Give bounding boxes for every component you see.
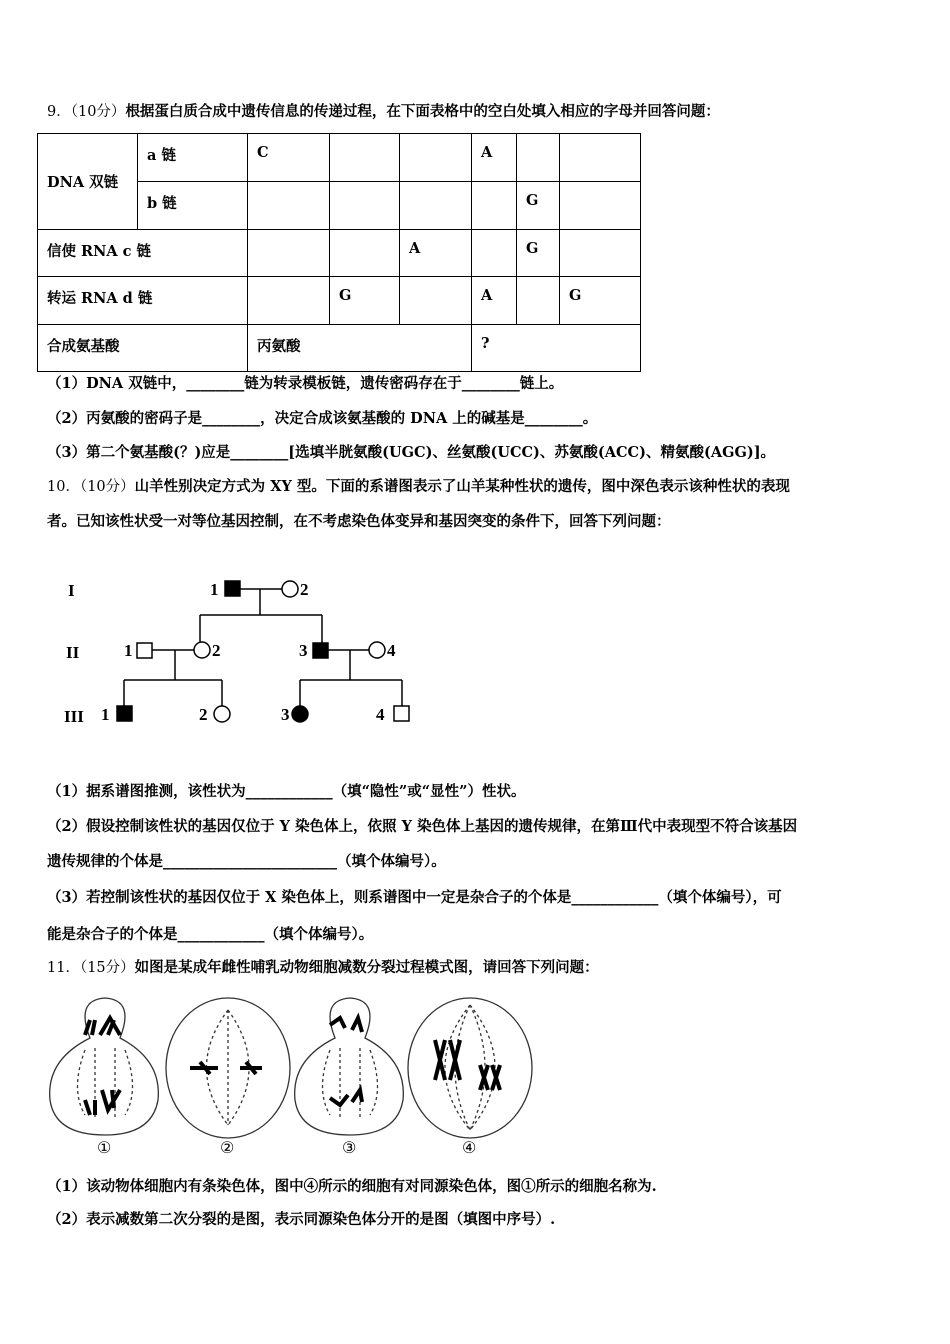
individual-label: 1 (210, 580, 219, 599)
table-cell (560, 182, 641, 230)
q10-title (47, 477, 790, 497)
female-symbol (369, 642, 385, 658)
q11-text: 如图是某成年雌性哺乳动物细胞减数分裂过程模式图，请回答下列问题： (134, 959, 599, 976)
q9-sub3: （3）第二个氨基酸(？)应是________[选填半胱氨酸(UGC)、丝氨酸(UCC)、苏氨酸(ACC)、精氨酸(AGG)]。 (47, 444, 776, 461)
table-cell: 丙氨酸 (248, 325, 472, 372)
figure-label: ① (97, 1140, 112, 1157)
male-symbol (394, 706, 409, 721)
table-cell: C (248, 134, 330, 182)
figure-label: ② (220, 1140, 235, 1157)
figure-label: ③ (342, 1140, 357, 1157)
table-cell (330, 182, 400, 230)
q10-sub1: （1）据系谱图推测，该性状为____________（填“隐性”或“显性”）性状。 (47, 783, 526, 800)
table-cell: A (472, 134, 517, 182)
row-label: 转运 RNA d 链 (38, 277, 248, 325)
figure-label: ④ (462, 1140, 477, 1157)
table-cell: ? (472, 325, 641, 372)
individual-label: 1 (101, 705, 110, 724)
table-row (38, 325, 641, 372)
q11-number: 11．（15分） (47, 960, 135, 976)
row-label: b 链 (138, 182, 248, 230)
cell-1 (50, 998, 159, 1157)
q11-title (47, 958, 599, 978)
q9-sub1: （1）DNA 双链中，________链为转录模板链，遗传密码存在于________链上。 (47, 375, 564, 392)
table-cell (400, 277, 472, 325)
q11-sub1: （1）该动物体细胞内有条染色体，图中④所示的细胞有对同源染色体，图①所示的细胞名称为. (47, 1178, 657, 1195)
individual-label: 4 (376, 705, 385, 724)
affected-male-symbol (313, 643, 328, 658)
table-cell (517, 134, 560, 182)
pedigree-lines (124, 650, 402, 706)
female-symbol (194, 642, 210, 658)
table-row (38, 230, 641, 277)
table-cell (472, 182, 517, 230)
table-cell (248, 230, 330, 277)
female-symbol (214, 706, 230, 722)
generation-label: II (66, 643, 80, 662)
q9-number: 9．（10分） (47, 104, 126, 120)
individual-label: 2 (199, 705, 208, 724)
individual-label: 2 (300, 580, 309, 599)
table-cell (517, 277, 560, 325)
individual-label: 1 (124, 641, 133, 660)
q10-title-cont: 者。已知该性状受一对等位基因控制，在不考虑染色体变异和基因突变的条件下，回答下列问题： (47, 513, 671, 530)
table-cell (330, 230, 400, 277)
table-cell: G (517, 230, 560, 277)
pedigree-chart (0, 560, 450, 740)
table-cell (400, 182, 472, 230)
table-cell (560, 230, 641, 277)
q10-number: 10．（10分） (47, 479, 135, 495)
q10-sub2: （2）假设控制该性状的基因仅位于 Y 染色体上，依照 Y 染色体上基因的遗传规律，在第Ⅲ代中表现型不符合该基因 (47, 818, 798, 835)
q10-sub3: （3）若控制该性状的基因仅位于 X 染色体上，则系谱图中一定是杂合子的个体是____________（填个体编号），可 (47, 889, 782, 906)
cell-4 (408, 998, 532, 1157)
q9-table (37, 133, 641, 372)
table-cell (400, 134, 472, 182)
individual-label: 2 (212, 641, 221, 660)
male-symbol (137, 643, 152, 658)
generation-label: III (64, 707, 84, 726)
table-cell (248, 277, 330, 325)
table-cell (248, 182, 330, 230)
individual-label: 3 (281, 705, 290, 724)
individual-label: 4 (387, 641, 396, 660)
table-cell: A (400, 230, 472, 277)
q10-sub3-cont: 能是杂合子的个体是____________（填个体编号）。 (47, 926, 374, 943)
table-cell (330, 134, 400, 182)
table-cell: G (330, 277, 400, 325)
cell-3 (295, 998, 404, 1157)
row-label: a 链 (138, 134, 248, 182)
q9-sub2: （2）丙氨酸的密码子是________，决定合成该氨基酸的 DNA 上的碱基是________。 (47, 410, 598, 427)
individual-label: 3 (299, 641, 308, 660)
table-cell: G (517, 182, 560, 230)
row-label: 合成氨基酸 (38, 325, 248, 372)
table-row (38, 277, 641, 325)
q10-sub2-cont: 遗传规律的个体是________________________（填个体编号）。 (47, 853, 446, 870)
dna-label: DNA 双链 (38, 134, 138, 230)
table-cell (472, 230, 517, 277)
cell-2 (166, 998, 290, 1157)
q10-text: 山羊性别决定方式为 XY 型。下面的系谱图表示了山羊某种性状的遗传，图中深色表示该种性状的表现 (134, 478, 790, 495)
affected-female-symbol (292, 706, 308, 722)
table-cell: A (472, 277, 517, 325)
row-label: 信使 RNA c 链 (38, 230, 248, 277)
table-cell: G (560, 277, 641, 325)
table-cell (560, 134, 641, 182)
affected-male-symbol (225, 581, 240, 596)
q9-text: 根据蛋白质合成中遗传信息的传递过程，在下面表格中的空白处填入相应的字母并回答问题： (125, 103, 720, 120)
female-symbol (282, 581, 298, 597)
meiosis-figure (40, 990, 550, 1160)
table-row (38, 134, 641, 182)
generation-label: I (68, 581, 75, 600)
q11-sub2: （2）表示减数第二次分裂的是图，表示同源染色体分开的是图（填图中序号）. (47, 1211, 556, 1228)
q9-title (47, 102, 720, 122)
affected-male-symbol (117, 706, 132, 721)
